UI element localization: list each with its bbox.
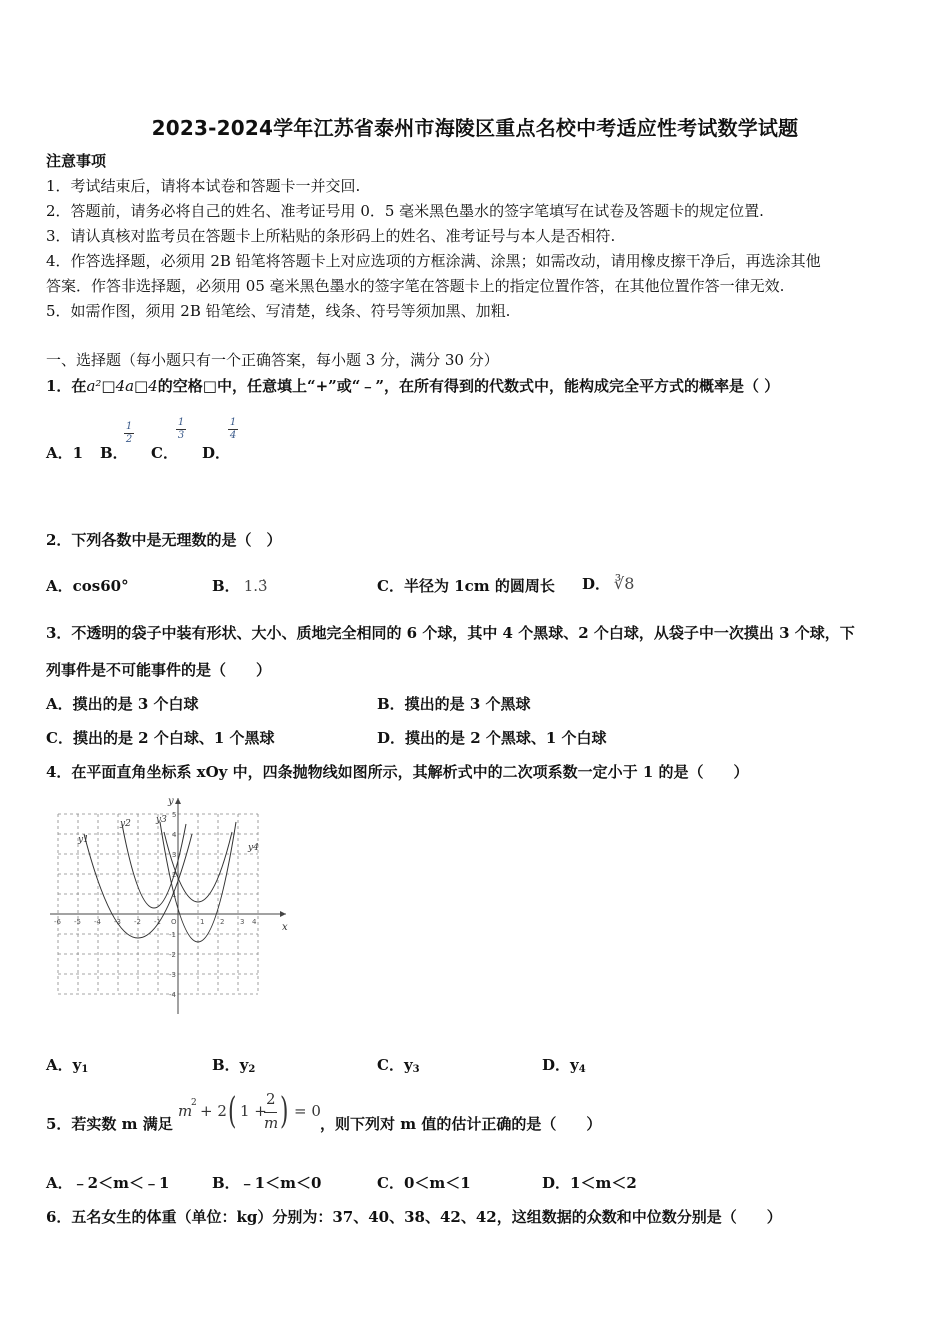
q2-option-d-label: D．: [582, 575, 611, 593]
q4-option-b-sub: 2: [248, 1064, 256, 1075]
q5-option-d: D．1＜m＜2: [542, 1174, 637, 1192]
question-4-stem: 4．在平面直角坐标系 xOy 中，四条抛物线如图所示，其解析式中的二次项系数一定小于 1 的是（ ）: [46, 763, 749, 781]
q4-option-d-sub: 4: [578, 1064, 586, 1075]
notice-item-4-cont: 答案．作答非选择题，必须用 05 毫米黑色墨水的签字笔在答题卡上的指定位置作答，在其他位置作答一律无效.: [46, 277, 785, 295]
q5-fraction-bar: [264, 1112, 277, 1113]
q1-fraction-b-den: 2: [125, 434, 133, 445]
page-title: 2023-2024学年江苏省泰州市海陵区重点名校中考适应性考试数学试题: [151, 116, 799, 140]
q4-option-c-sub: 3: [412, 1064, 420, 1075]
question-5-prefix: 5．若实数 m 满足: [46, 1115, 173, 1133]
q4-option-d: [542, 1055, 586, 1080]
y-tick: 5: [172, 811, 177, 819]
q5-option-c: C．0＜m＜1: [377, 1174, 471, 1192]
section-heading: 一、选择题（每小题只有一个正确答案，每小题 3 分，满分 30 分）: [46, 351, 499, 369]
x-tick: -2: [134, 918, 141, 926]
curve-label-y4: y4: [248, 843, 259, 853]
q4-option-b: [212, 1055, 255, 1080]
y-tick: 4: [172, 831, 177, 839]
q1-fraction-d-den: 4: [229, 430, 237, 441]
q1-fraction-b: [124, 422, 134, 445]
q1-fraction-c: [176, 418, 186, 441]
question-5-suffix: ，则下列对 m 值的估计正确的是（ ）: [320, 1115, 602, 1133]
x-tick: 1: [200, 918, 205, 926]
q2-option-d-value: ∛8: [614, 574, 635, 593]
curve-label-y1: y1: [78, 835, 89, 845]
question-2-stem: 2．下列各数中是无理数的是（ ）: [46, 531, 282, 549]
notice-heading: 注意事项: [46, 152, 107, 170]
q5-formula-square: 2: [191, 1098, 197, 1108]
q1-suffix: 的空格□中，任意填上“+”或“﹣”，在所有得到的代数式中，能构成完全平方式的概率是（ ）: [157, 377, 780, 395]
q4-option-b-label: B．y: [212, 1056, 249, 1074]
q1-fraction-c-den: 3: [177, 430, 185, 441]
notice-item-3: 3．请认真核对监考员在答题卡上所粘贴的条形码上的姓名、准考证号与本人是否相符.: [46, 227, 616, 245]
y-tick: -1: [169, 931, 176, 939]
q1-fraction-d: [228, 418, 238, 441]
question-1-stem: [46, 376, 779, 396]
curve-label-y2: y2: [120, 819, 131, 829]
origin-label: O: [171, 918, 177, 926]
q2-option-a: A．cos60°: [46, 577, 129, 595]
q5-right-paren: ): [280, 1091, 289, 1132]
q1-fraction-b-num: 1: [125, 421, 133, 432]
q5-formula-den: m: [264, 1114, 279, 1132]
parabola-graph: [48, 792, 293, 1022]
notice-item-1: 1．考试结束后，请将本试卷和答题卡一并交回.: [46, 177, 361, 195]
q1-fraction-d-num: 1: [229, 417, 237, 428]
q3-option-c: C．摸出的是 2 个白球、1 个黑球: [46, 729, 275, 747]
q5-formula-eq: = 0: [294, 1102, 321, 1120]
q1-option-b: B．: [100, 444, 128, 462]
x-tick: -6: [54, 918, 61, 926]
q2-option-b: [212, 576, 268, 596]
q2-option-b-value: 1.3̇: [243, 577, 268, 595]
y-tick: 3: [172, 851, 177, 859]
q2-option-b-label: B．: [212, 577, 240, 595]
y-tick: -2: [169, 951, 176, 959]
x-tick: -3: [114, 918, 121, 926]
q5-formula: [176, 1090, 324, 1140]
y-axis-arrow: [175, 798, 181, 804]
y-tick: 2: [172, 871, 177, 879]
q1-prefix: 1．在: [46, 377, 87, 395]
x-tick: -4: [94, 918, 101, 926]
q5-formula-plus-two: + 2: [200, 1102, 227, 1120]
q4-option-a-sub: 1: [81, 1064, 89, 1075]
q5-left-paren: (: [228, 1091, 237, 1132]
q5-formula-m: m: [178, 1102, 193, 1120]
q3-option-b: B．摸出的是 3 个黑球: [377, 695, 531, 713]
question-3-stem-line2: 列事件是不可能事件的是（ ）: [46, 661, 272, 679]
x-axis-arrow: [280, 911, 286, 917]
question-6-stem: 6．五名女生的体重（单位：kg）分别为：37、40、38、42、42，这组数据的众数和中位数分别是（ ）: [46, 1208, 782, 1226]
q1-option-a: A．1: [46, 444, 84, 462]
q1-option-c: C．: [151, 444, 178, 462]
q1-fraction-c-num: 1: [177, 417, 185, 428]
y-axis-label: y: [168, 796, 174, 807]
y-tick: -4: [169, 991, 176, 999]
question-3-stem-line1: 3．不透明的袋子中装有形状、大小、质地完全相同的 6 个球，其中 4 个黑球、2 个白球，从袋子中一次摸出 3 个球，下: [46, 624, 855, 642]
q4-option-d-label: D．y: [542, 1056, 579, 1074]
curve-label-y3: y3: [156, 815, 167, 825]
y-tick: -3: [169, 971, 176, 979]
x-tick: -5: [74, 918, 81, 926]
x-tick: 2: [220, 918, 225, 926]
q4-option-c-label: C．y: [377, 1056, 413, 1074]
notice-item-5: 5．如需作图，须用 2B 铅笔绘、写清楚，线条、符号等须加黑、加粗.: [46, 302, 511, 320]
y-tick: 1: [172, 891, 177, 899]
q2-option-d: [582, 574, 634, 594]
q3-option-a: A．摸出的是 3 个白球: [46, 695, 199, 713]
q1-expression: a²□4a□4: [86, 377, 158, 395]
notice-item-4: 4．作答选择题，必须用 2B 铅笔将答题卡上对应选项的方框涂满、涂黑；如需改动，请用橡皮擦干净后，再选涂其他: [46, 252, 821, 270]
q2-option-c: C．半径为 1cm 的圆周长: [377, 577, 555, 595]
q1-option-d: D．: [202, 444, 231, 462]
notice-item-2: 2．答题前，请务必将自己的姓名、准考证号用 0．5 毫米黑色墨水的签字笔填写在试卷及答题卡的规定位置.: [46, 202, 764, 220]
x-tick: 4: [252, 918, 257, 926]
q4-option-c: [377, 1055, 420, 1080]
x-tick: 3: [240, 918, 245, 926]
q5-option-b: B．﹣1＜m＜0: [212, 1174, 322, 1192]
q4-option-a: [46, 1055, 88, 1080]
q5-option-a: A．﹣2＜m＜﹣1: [46, 1174, 170, 1192]
q3-option-d: D．摸出的是 2 个黑球、1 个白球: [377, 729, 607, 747]
q5-formula-num: 2: [266, 1090, 276, 1108]
q5-formula-one: 1 +: [240, 1102, 267, 1120]
x-axis-label: x: [282, 922, 288, 933]
q4-option-a-label: A．y: [46, 1056, 82, 1074]
x-tick: -1: [154, 918, 161, 926]
